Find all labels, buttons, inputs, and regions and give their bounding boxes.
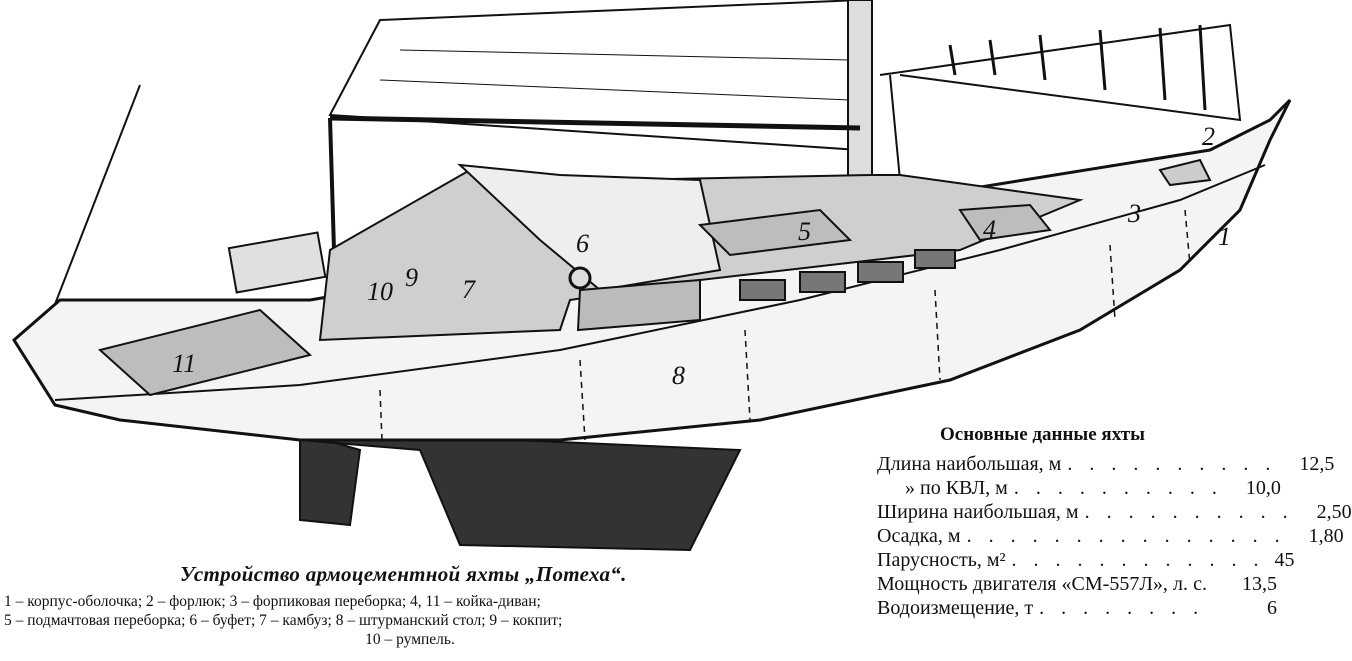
spec-label: Парусность, м² — [877, 549, 1006, 571]
spec-label: Осадка, м — [877, 525, 961, 547]
spec-value: 13,5 — [1242, 573, 1277, 595]
specs-table — [877, 452, 1352, 620]
spec-row — [877, 572, 1277, 596]
spec-label: » по КВЛ, м — [905, 477, 1008, 499]
spec-leader: . . . . . . . . . . — [1067, 453, 1277, 475]
callout-3: 3 — [1128, 199, 1141, 228]
spec-leader: . . . . . . . . . . — [1013, 477, 1223, 499]
callout-9: 9 — [405, 263, 418, 292]
spec-label: Водоизмещение, т — [877, 597, 1034, 619]
callout-4: 4 — [983, 215, 996, 244]
foresail — [880, 25, 1240, 120]
spec-value: 2,50 — [1316, 501, 1352, 523]
spec-leader: . . . . . . . . . . — [1084, 501, 1294, 523]
legend-line: 1 – корпус-оболочка; 2 – форлюк; 3 – форпиковая переборка; 4, 11 – койка-диван; — [4, 593, 541, 610]
spec-value: 6 — [1267, 597, 1277, 619]
forestay — [45, 85, 140, 330]
callout-11: 11 — [172, 349, 197, 378]
callout-7: 7 — [462, 275, 475, 304]
spec-value: 10,0 — [1245, 477, 1281, 499]
spec-label: Мощность двигателя «СМ-557Л», л. с. — [877, 573, 1207, 595]
boom-support — [330, 118, 334, 250]
callout-8: 8 — [672, 361, 685, 390]
spec-label: Ширина наибольшая, м — [877, 501, 1079, 523]
figure-legend — [4, 592, 816, 649]
boom — [330, 118, 860, 128]
spec-label: Длина наибольшая, м — [877, 453, 1062, 475]
spec-value: 12,5 — [1299, 453, 1335, 475]
callout-6: 6 — [576, 229, 589, 258]
spec-leader: . . . . . . . . . . . . — [1011, 549, 1265, 571]
callout-10: 10 — [367, 277, 393, 306]
spec-row — [877, 548, 1295, 572]
spec-leader: . . . . . . . . — [1039, 597, 1205, 619]
spec-row — [877, 500, 1352, 524]
spec-leader: . . . . . . . . . . . . . . . — [966, 525, 1286, 547]
spec-value: 45 — [1274, 549, 1295, 571]
specs-heading: Основные данные яхты — [940, 424, 1145, 445]
backstay — [890, 75, 900, 180]
callout-2: 2 — [1202, 122, 1215, 151]
spec-row — [877, 596, 1277, 620]
callout-5: 5 — [798, 217, 811, 246]
legend-line: 10 – румпель. — [365, 631, 455, 648]
legend-line: 5 – подмачтовая переборка; 6 – буфет; 7 – камбуз; 8 – штурманский стол; 9 – кокпит; — [4, 612, 563, 629]
spec-value: 1,80 — [1308, 525, 1344, 547]
keel — [290, 430, 740, 550]
hatch — [229, 233, 325, 293]
spec-row — [877, 452, 1335, 476]
spec-row — [877, 476, 1281, 500]
spec-row — [877, 524, 1344, 548]
figure-caption-title: Устройство армоцементной яхты „Потеха“. — [180, 562, 627, 586]
callout-1: 1 — [1218, 222, 1231, 251]
porthole — [570, 268, 590, 288]
